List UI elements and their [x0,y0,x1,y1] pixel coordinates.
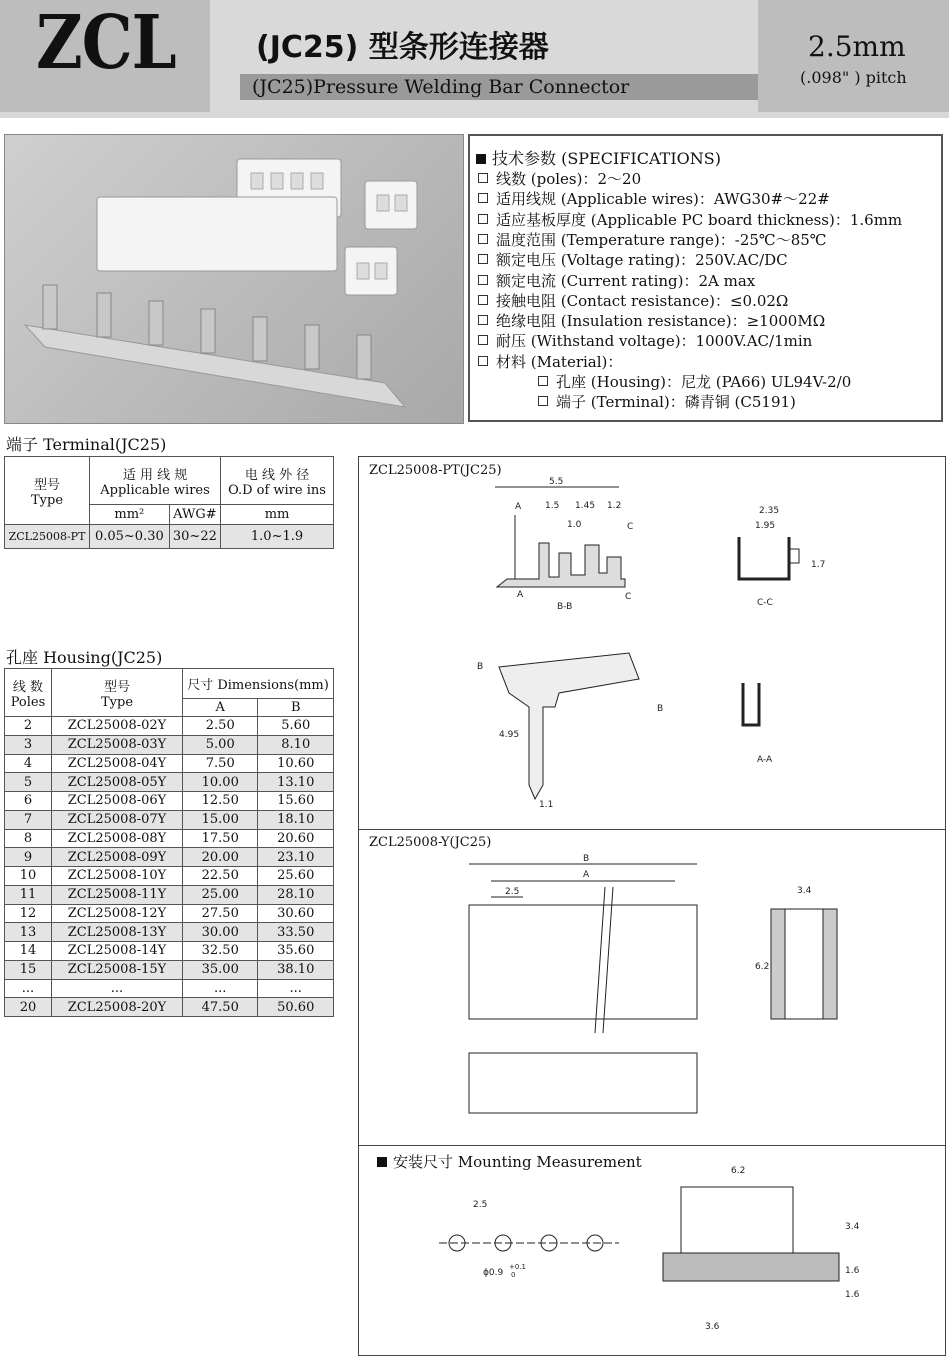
spec-item: 材料 (Material)： [478,351,622,372]
spec-sub-item: 孔座 (Housing)：尼龙 (PA66) UL94V-2/0 [538,371,851,392]
svg-text:6.2: 6.2 [755,962,770,972]
svg-text:4.95: 4.95 [499,730,520,740]
terminal-table: 型号 Type 适 用 线 规 Applicable wires 电 线 外 径 O.D of wire ins mm² AWG# mm ZCL25008-PT 0.05~0.30 30~22 1.0~1.9 [4,456,334,549]
svg-text:3.6: 3.6 [705,1322,720,1332]
spec-item: 额定电流 (Current rating)：2A max [478,270,755,291]
svg-text:1.6: 1.6 [845,1290,860,1300]
table-row: 15 ZCL25008-15Y 35.00 38.10 [5,960,334,979]
svg-text:1.45: 1.45 [575,501,596,511]
svg-text:B: B [583,854,590,864]
svg-text:ϕ0.9: ϕ0.9 [483,1268,504,1278]
table-row: 8 ZCL25008-08Y 17.50 20.60 [5,829,334,848]
svg-text:3.4: 3.4 [797,886,812,896]
svg-text:2.5: 2.5 [473,1200,488,1210]
specifications-panel [468,134,943,422]
table-row: 2 ZCL25008-02Y 2.50 5.60 [5,717,334,736]
table-row: 20 ZCL25008-20Y 47.50 50.60 [5,998,334,1017]
table-row: 7 ZCL25008-07Y 15.00 18.10 [5,810,334,829]
spec-sub-item: 端子 (Terminal)：磷青铜 (C5191) [538,391,796,412]
terminal-side-view [495,477,633,612]
svg-text:0: 0 [511,1271,516,1279]
table-row: 6 ZCL25008-06Y 12.50 15.60 [5,792,334,811]
drawings-panel [358,456,946,1356]
svg-text:2.35: 2.35 [759,506,780,516]
terminal-top-view [477,653,663,810]
y-drawing-title: ZCL25008-Y(JC25) [369,835,492,850]
page-subtitle: (JC25)Pressure Welding Bar Connector [252,76,630,98]
svg-text:1.6: 1.6 [845,1266,860,1276]
svg-text:C: C [625,592,632,602]
spec-item: 适用线规 (Applicable wires)：AWG30#～22# [478,188,830,209]
svg-text:3.4: 3.4 [845,1222,860,1232]
table-row: 5 ZCL25008-05Y 10.00 13.10 [5,773,334,792]
specs-heading: 技术参数 (SPECIFICATIONS) [476,146,721,169]
svg-text:1.7: 1.7 [811,560,826,570]
spec-item: 线数 (poles)：2～20 [478,168,641,189]
spec-item: 绝缘电阻 (Insulation resistance)：≥1000MΩ [478,310,825,331]
product-photo [4,134,464,424]
svg-text:A: A [517,590,524,600]
spec-item: 耐压 (Withstand voltage)：1000V.AC/1min [478,330,812,351]
svg-text:A-A: A-A [757,755,773,765]
pitch-inch: (.098" ) pitch [800,68,907,87]
svg-text:1.5: 1.5 [545,501,560,511]
table-row: ... ... ... ... [5,979,334,998]
technical-drawings [359,457,945,1355]
svg-text:2.5: 2.5 [505,887,520,897]
svg-text:5.5: 5.5 [549,477,564,487]
svg-text:C: C [627,522,634,532]
svg-text:A: A [515,502,522,512]
table-row: 4 ZCL25008-04Y 7.50 10.60 [5,754,334,773]
table-row: 13 ZCL25008-13Y 30.00 33.50 [5,923,334,942]
svg-text:1.2: 1.2 [607,501,622,511]
housing-section-title: 孔座 Housing(JC25) [6,648,163,667]
housing-table: 线 数 Poles 型号 Type 尺寸 Dimensions(mm) A B 2 ZCL25008-02Y 2.50 5.60 3 ZCL25008-03Y 5.00 8.10 4 ZCL25008-04Y 7.50 10.60 5 ZCL25008-05Y 10.00 13.10 6 ZCL25008-06Y 12.50 15.60 7 ZCL25008-07Y 15.00 18.10 8 ZCL25008-08Y 17.50 20.60 9 ZCL25008-09Y 20.00 23.10 10 ZCL25008-10Y 22.50 25.60 11 ZCL25008-11Y 25.00 28.10 12 ZCL25008-12Y 27.50 30.60 13 ZCL25008-13Y 30.00 33.50 14 ZCL25008-14Y 32.50 35.60 15 ZCL25008-15Y 35.00 38.10 ... ... ... ... 20 ZCL25008-20Y 47.50 50.60 [4,668,334,1017]
table-row: 9 ZCL25008-09Y 20.00 23.10 [5,848,334,867]
svg-text:A: A [583,870,590,880]
svg-text:B: B [477,662,484,672]
table-row: ZCL25008-PT 0.05~0.30 30~22 1.0~1.9 [5,525,334,549]
pitch-value: 2.5mm [808,30,906,63]
terminal-section-title: 端子 Terminal(JC25) [6,435,167,454]
product-photo-illustration [5,135,463,423]
mounting-hole-pattern [439,1200,619,1279]
spec-item: 接触电阻 (Contact resistance)：≤0.02Ω [478,290,788,311]
svg-text:+0.1: +0.1 [509,1263,526,1271]
housing-front-view [469,854,697,1033]
svg-text:1.1: 1.1 [539,800,554,810]
spec-item: 温度范围 (Temperature range)：-25℃～85℃ [478,229,827,250]
table-row: 10 ZCL25008-10Y 22.50 25.60 [5,867,334,886]
table-row: 14 ZCL25008-14Y 32.50 35.60 [5,942,334,961]
logo: ZCL [0,0,210,112]
page-title: (JC25) 型条形连接器 [256,30,549,65]
svg-text:B-B: B-B [557,602,573,612]
svg-text:1.0: 1.0 [567,520,582,530]
svg-text:6.2: 6.2 [731,1166,746,1176]
table-row: 3 ZCL25008-03Y 5.00 8.10 [5,735,334,754]
svg-text:B: B [657,704,664,714]
housing-side-view [755,886,837,1019]
terminal-section-cc [739,506,825,608]
svg-text:C-C: C-C [757,598,773,608]
table-row: 11 ZCL25008-11Y 25.00 28.10 [5,885,334,904]
table-row: 12 ZCL25008-12Y 27.50 30.60 [5,904,334,923]
mounting-side-view [663,1166,860,1332]
spec-item: 额定电压 (Voltage rating)：250V.AC/DC [478,249,788,270]
spec-item: 适应基板厚度 (Applicable PC board thickness)：1.6mm [478,209,902,230]
housing-bottom-view [469,1053,697,1113]
terminal-section-aa [743,683,773,765]
svg-text:1.95: 1.95 [755,521,776,531]
pt-drawing-title: ZCL25008-PT(JC25) [369,463,502,478]
mount-drawing-title: 安装尺寸 Mounting Measurement [377,1151,642,1172]
